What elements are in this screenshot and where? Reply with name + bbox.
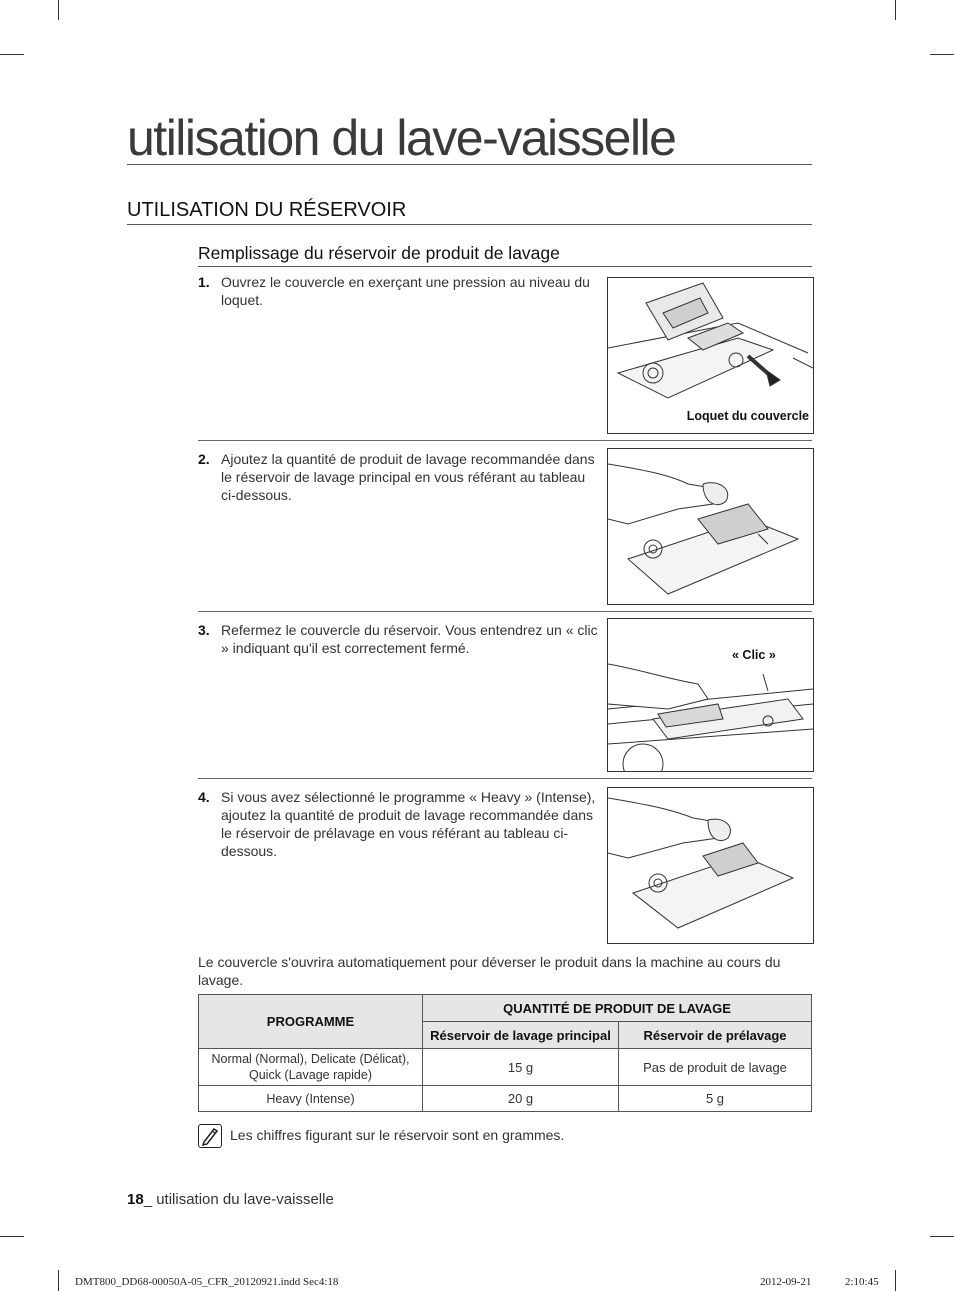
figure-prewash bbox=[607, 787, 814, 944]
note-text: Les chiffres figurant sur le réservoir sont en grammes. bbox=[230, 1127, 565, 1143]
click-label: « Clic » bbox=[732, 648, 776, 662]
subsection-title: Remplissage du réservoir de produit de lavage bbox=[198, 242, 812, 267]
step-text: Ouvrez le couvercle en exerçant une pression au niveau du loquet. bbox=[221, 274, 590, 308]
lid-latch-label: Loquet du couvercle bbox=[686, 409, 809, 423]
step-number: 2. bbox=[198, 451, 210, 467]
crop-mark bbox=[930, 54, 954, 55]
auto-open-paragraph: Le couvercle s'ouvrira automatiquement pour déverser le produit dans la machine au cours du lavage. bbox=[198, 954, 781, 988]
lid-closing-illustration bbox=[608, 619, 813, 771]
step-number: 3. bbox=[198, 622, 210, 638]
crop-mark bbox=[895, 0, 896, 20]
table-row bbox=[199, 1086, 812, 1112]
step-2 bbox=[198, 450, 598, 504]
step-divider bbox=[198, 611, 812, 612]
page-number: 18 bbox=[127, 1191, 144, 1208]
step-divider bbox=[198, 440, 812, 441]
crop-mark bbox=[58, 0, 59, 20]
detergent-dosage-table bbox=[198, 994, 812, 1112]
header-prewash-reservoir: Réservoir de prélavage bbox=[619, 1022, 812, 1049]
section-title: UTILISATION DU RÉSERVOIR bbox=[127, 198, 812, 225]
cell-programme: Normal (Normal), Delicate (Délicat), Quick (Lavage rapide) bbox=[199, 1049, 423, 1086]
crop-mark bbox=[0, 54, 24, 55]
chapter-title: utilisation du lave-vaisselle bbox=[127, 112, 812, 165]
step-number: 1. bbox=[198, 274, 210, 290]
cell-programme: Heavy (Intense) bbox=[199, 1086, 423, 1112]
figure-close-lid bbox=[607, 618, 814, 772]
crop-mark bbox=[930, 1236, 954, 1237]
figure-open-lid bbox=[607, 277, 814, 434]
step-1 bbox=[198, 273, 598, 309]
cell-main: 15 g bbox=[423, 1049, 619, 1086]
footer-text: _ utilisation du lave-vaisselle bbox=[143, 1191, 334, 1208]
prewash-pour-illustration bbox=[608, 788, 813, 943]
step-text: Refermez le couvercle du réservoir. Vous entendrez un « clic » indiquant qu'il est correctement fermé. bbox=[221, 622, 598, 656]
table-row bbox=[199, 1049, 812, 1086]
print-file-info: DMT800_DD68-00050A-05_CFR_20120921.indd Sec4:18 bbox=[75, 1276, 339, 1288]
note-icon bbox=[198, 1124, 222, 1148]
crop-mark bbox=[58, 1270, 59, 1291]
step-text: Ajoutez la quantité de produit de lavage recommandée dans le réservoir de lavage principal en vous référant au tableau ci-dessous. bbox=[221, 451, 595, 503]
cell-prewash: 5 g bbox=[619, 1086, 812, 1112]
cell-main: 20 g bbox=[423, 1086, 619, 1112]
cell-prewash: Pas de produit de lavage bbox=[619, 1049, 812, 1086]
crop-mark bbox=[895, 1270, 896, 1291]
step-4 bbox=[198, 788, 598, 860]
detergent-pour-illustration bbox=[608, 449, 813, 604]
header-main-reservoir: Réservoir de lavage principal bbox=[423, 1022, 619, 1049]
header-quantity: QUANTITÉ DE PRODUIT DE LAVAGE bbox=[423, 995, 812, 1022]
crop-mark bbox=[0, 1236, 24, 1237]
step-text: Si vous avez sélectionné le programme « Heavy » (Intense), ajoutez la quantité de produit de lavage recommandée dans le réservoir de prélavage en vous référant au tableau ci-dessous. bbox=[221, 789, 596, 859]
print-time: 2:10:45 bbox=[845, 1276, 879, 1288]
header-programme: PROGRAMME bbox=[199, 995, 423, 1049]
print-date: 2012-09-21 bbox=[760, 1276, 812, 1288]
step-divider bbox=[198, 778, 812, 779]
step-3 bbox=[198, 621, 598, 657]
step-number: 4. bbox=[198, 789, 210, 805]
page-footer bbox=[127, 1191, 334, 1208]
figure-add-detergent bbox=[607, 448, 814, 605]
